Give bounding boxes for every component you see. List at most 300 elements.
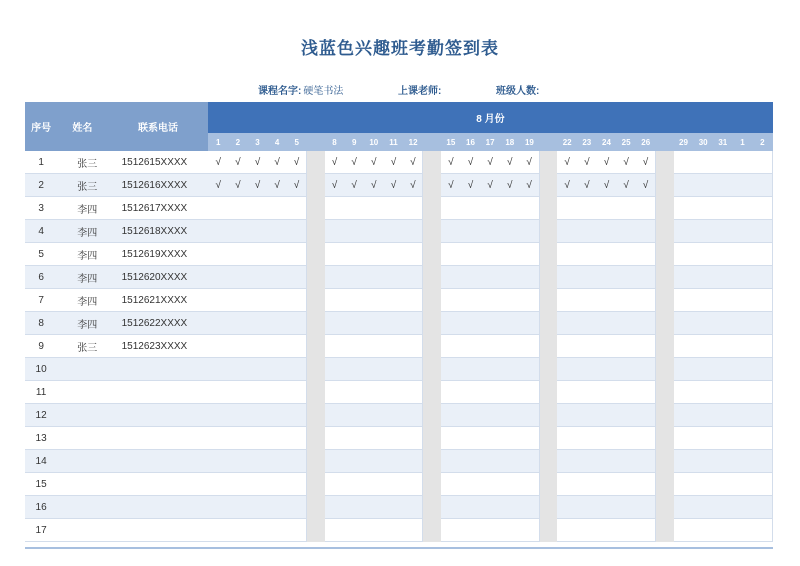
- attendance-cell[interactable]: [384, 473, 404, 496]
- attendance-cell[interactable]: [248, 289, 268, 312]
- attendance-cell[interactable]: [403, 266, 423, 289]
- attendance-cell[interactable]: [461, 335, 481, 358]
- attendance-cell[interactable]: √: [344, 174, 364, 197]
- attendance-cell[interactable]: [384, 289, 404, 312]
- attendance-cell[interactable]: [733, 289, 753, 312]
- student-name-cell[interactable]: [57, 220, 107, 243]
- attendance-cell[interactable]: [441, 427, 461, 450]
- attendance-cell[interactable]: [713, 243, 733, 266]
- attendance-cell[interactable]: [364, 335, 384, 358]
- phone-cell[interactable]: [108, 289, 209, 312]
- attendance-cell[interactable]: [228, 289, 248, 312]
- attendance-cell[interactable]: [752, 151, 772, 174]
- attendance-cell[interactable]: [636, 243, 656, 266]
- attendance-cell[interactable]: √: [441, 174, 461, 197]
- attendance-cell[interactable]: [674, 174, 694, 197]
- attendance-cell[interactable]: [597, 519, 617, 542]
- attendance-cell[interactable]: [500, 312, 520, 335]
- attendance-cell[interactable]: [441, 519, 461, 542]
- attendance-cell[interactable]: [577, 289, 597, 312]
- attendance-cell[interactable]: [520, 519, 540, 542]
- attendance-cell[interactable]: [500, 427, 520, 450]
- attendance-cell[interactable]: [480, 427, 500, 450]
- attendance-cell[interactable]: [364, 450, 384, 473]
- attendance-cell[interactable]: [267, 427, 287, 450]
- attendance-cell[interactable]: [364, 197, 384, 220]
- student-name-cell[interactable]: [57, 174, 107, 197]
- attendance-cell[interactable]: √: [248, 151, 268, 174]
- attendance-cell[interactable]: [693, 289, 713, 312]
- attendance-cell[interactable]: [520, 381, 540, 404]
- attendance-cell[interactable]: [693, 266, 713, 289]
- attendance-cell[interactable]: [287, 404, 307, 427]
- attendance-cell[interactable]: [344, 197, 364, 220]
- attendance-cell[interactable]: [636, 266, 656, 289]
- attendance-cell[interactable]: [733, 404, 753, 427]
- attendance-cell[interactable]: [674, 151, 694, 174]
- attendance-cell[interactable]: [597, 289, 617, 312]
- attendance-cell[interactable]: [364, 519, 384, 542]
- attendance-cell[interactable]: [480, 266, 500, 289]
- phone-cell[interactable]: [108, 381, 209, 404]
- attendance-cell[interactable]: [325, 335, 345, 358]
- attendance-cell[interactable]: √: [500, 151, 520, 174]
- attendance-cell[interactable]: [733, 243, 753, 266]
- attendance-cell[interactable]: [287, 289, 307, 312]
- attendance-cell[interactable]: [384, 427, 404, 450]
- attendance-cell[interactable]: [248, 197, 268, 220]
- attendance-cell[interactable]: [597, 335, 617, 358]
- attendance-cell[interactable]: [713, 473, 733, 496]
- attendance-cell[interactable]: [616, 220, 636, 243]
- attendance-cell[interactable]: [403, 450, 423, 473]
- attendance-cell[interactable]: [248, 381, 268, 404]
- attendance-cell[interactable]: [752, 243, 772, 266]
- student-name-cell[interactable]: [57, 427, 107, 450]
- attendance-cell[interactable]: [713, 358, 733, 381]
- attendance-cell[interactable]: [674, 450, 694, 473]
- attendance-cell[interactable]: [480, 197, 500, 220]
- attendance-cell[interactable]: [577, 381, 597, 404]
- attendance-cell[interactable]: √: [364, 174, 384, 197]
- attendance-cell[interactable]: [208, 427, 228, 450]
- student-name-cell[interactable]: [57, 404, 107, 427]
- attendance-cell[interactable]: √: [403, 151, 423, 174]
- attendance-cell[interactable]: [557, 450, 577, 473]
- attendance-cell[interactable]: [557, 473, 577, 496]
- attendance-cell[interactable]: [208, 266, 228, 289]
- attendance-cell[interactable]: [403, 404, 423, 427]
- phone-cell[interactable]: [108, 358, 209, 381]
- attendance-cell[interactable]: √: [461, 151, 481, 174]
- attendance-cell[interactable]: [733, 151, 753, 174]
- attendance-cell[interactable]: [344, 358, 364, 381]
- phone-cell[interactable]: [108, 450, 209, 473]
- attendance-cell[interactable]: [733, 381, 753, 404]
- attendance-cell[interactable]: [248, 427, 268, 450]
- attendance-cell[interactable]: [597, 496, 617, 519]
- attendance-cell[interactable]: [597, 197, 617, 220]
- attendance-cell[interactable]: [752, 519, 772, 542]
- attendance-cell[interactable]: [228, 243, 248, 266]
- attendance-cell[interactable]: [577, 496, 597, 519]
- attendance-cell[interactable]: [500, 266, 520, 289]
- attendance-cell[interactable]: [520, 220, 540, 243]
- attendance-cell[interactable]: [636, 335, 656, 358]
- attendance-cell[interactable]: [287, 243, 307, 266]
- attendance-cell[interactable]: [636, 358, 656, 381]
- attendance-cell[interactable]: [693, 450, 713, 473]
- attendance-cell[interactable]: √: [616, 151, 636, 174]
- attendance-cell[interactable]: [325, 243, 345, 266]
- attendance-cell[interactable]: [344, 473, 364, 496]
- attendance-cell[interactable]: √: [597, 151, 617, 174]
- attendance-cell[interactable]: √: [325, 151, 345, 174]
- attendance-cell[interactable]: [364, 358, 384, 381]
- attendance-cell[interactable]: [752, 174, 772, 197]
- attendance-cell[interactable]: [325, 450, 345, 473]
- attendance-cell[interactable]: [248, 220, 268, 243]
- attendance-cell[interactable]: [733, 335, 753, 358]
- attendance-cell[interactable]: √: [208, 151, 228, 174]
- attendance-cell[interactable]: [693, 174, 713, 197]
- attendance-cell[interactable]: [597, 220, 617, 243]
- attendance-cell[interactable]: √: [287, 151, 307, 174]
- attendance-cell[interactable]: √: [267, 174, 287, 197]
- attendance-cell[interactable]: [480, 358, 500, 381]
- attendance-cell[interactable]: [733, 174, 753, 197]
- attendance-cell[interactable]: [208, 289, 228, 312]
- attendance-cell[interactable]: √: [228, 174, 248, 197]
- attendance-cell[interactable]: √: [461, 174, 481, 197]
- attendance-cell[interactable]: √: [384, 174, 404, 197]
- attendance-cell[interactable]: [364, 266, 384, 289]
- phone-cell[interactable]: [108, 496, 209, 519]
- attendance-cell[interactable]: [344, 404, 364, 427]
- attendance-cell[interactable]: [248, 496, 268, 519]
- attendance-cell[interactable]: [520, 450, 540, 473]
- student-name-cell[interactable]: [57, 473, 107, 496]
- attendance-cell[interactable]: [713, 404, 733, 427]
- attendance-cell[interactable]: [344, 243, 364, 266]
- attendance-cell[interactable]: [441, 496, 461, 519]
- attendance-cell[interactable]: [713, 289, 733, 312]
- attendance-cell[interactable]: [713, 220, 733, 243]
- attendance-cell[interactable]: [752, 381, 772, 404]
- attendance-cell[interactable]: [520, 404, 540, 427]
- attendance-cell[interactable]: [228, 220, 248, 243]
- attendance-cell[interactable]: [364, 289, 384, 312]
- attendance-cell[interactable]: √: [364, 151, 384, 174]
- attendance-cell[interactable]: [674, 404, 694, 427]
- attendance-cell[interactable]: [500, 220, 520, 243]
- attendance-cell[interactable]: [500, 243, 520, 266]
- attendance-cell[interactable]: [520, 312, 540, 335]
- attendance-cell[interactable]: [616, 289, 636, 312]
- attendance-cell[interactable]: [403, 335, 423, 358]
- attendance-cell[interactable]: [577, 220, 597, 243]
- attendance-cell[interactable]: [441, 450, 461, 473]
- attendance-cell[interactable]: [674, 312, 694, 335]
- attendance-cell[interactable]: [500, 289, 520, 312]
- attendance-cell[interactable]: [636, 312, 656, 335]
- attendance-cell[interactable]: √: [267, 151, 287, 174]
- attendance-cell[interactable]: [461, 381, 481, 404]
- attendance-cell[interactable]: [752, 473, 772, 496]
- attendance-cell[interactable]: [577, 450, 597, 473]
- attendance-cell[interactable]: √: [344, 151, 364, 174]
- attendance-cell[interactable]: [384, 381, 404, 404]
- attendance-cell[interactable]: [674, 220, 694, 243]
- attendance-cell[interactable]: [616, 335, 636, 358]
- attendance-cell[interactable]: [267, 220, 287, 243]
- attendance-cell[interactable]: [480, 289, 500, 312]
- student-name-cell[interactable]: [57, 381, 107, 404]
- attendance-cell[interactable]: [693, 243, 713, 266]
- attendance-cell[interactable]: [287, 335, 307, 358]
- attendance-cell[interactable]: [228, 473, 248, 496]
- attendance-cell[interactable]: [208, 312, 228, 335]
- attendance-cell[interactable]: [733, 450, 753, 473]
- attendance-cell[interactable]: [248, 404, 268, 427]
- attendance-cell[interactable]: [713, 266, 733, 289]
- attendance-cell[interactable]: [693, 381, 713, 404]
- attendance-cell[interactable]: [616, 473, 636, 496]
- attendance-cell[interactable]: [480, 243, 500, 266]
- attendance-cell[interactable]: [208, 450, 228, 473]
- attendance-cell[interactable]: [616, 243, 636, 266]
- attendance-cell[interactable]: [674, 197, 694, 220]
- attendance-cell[interactable]: [325, 404, 345, 427]
- attendance-cell[interactable]: [228, 197, 248, 220]
- student-name-cell[interactable]: [57, 450, 107, 473]
- attendance-cell[interactable]: [364, 243, 384, 266]
- attendance-cell[interactable]: [228, 335, 248, 358]
- attendance-cell[interactable]: [577, 335, 597, 358]
- attendance-cell[interactable]: [616, 404, 636, 427]
- attendance-cell[interactable]: [636, 220, 656, 243]
- attendance-cell[interactable]: [384, 496, 404, 519]
- attendance-cell[interactable]: [461, 289, 481, 312]
- attendance-cell[interactable]: [480, 473, 500, 496]
- attendance-cell[interactable]: [557, 289, 577, 312]
- attendance-cell[interactable]: [267, 496, 287, 519]
- attendance-cell[interactable]: [287, 519, 307, 542]
- attendance-cell[interactable]: [713, 174, 733, 197]
- attendance-cell[interactable]: √: [500, 174, 520, 197]
- attendance-cell[interactable]: [208, 220, 228, 243]
- attendance-cell[interactable]: [325, 496, 345, 519]
- attendance-cell[interactable]: [267, 473, 287, 496]
- attendance-cell[interactable]: [344, 450, 364, 473]
- attendance-cell[interactable]: [364, 220, 384, 243]
- attendance-cell[interactable]: [228, 496, 248, 519]
- attendance-cell[interactable]: [248, 358, 268, 381]
- attendance-cell[interactable]: [520, 243, 540, 266]
- attendance-cell[interactable]: [364, 427, 384, 450]
- attendance-cell[interactable]: √: [557, 151, 577, 174]
- attendance-cell[interactable]: [597, 381, 617, 404]
- attendance-cell[interactable]: [208, 335, 228, 358]
- attendance-cell[interactable]: [577, 427, 597, 450]
- attendance-cell[interactable]: [344, 427, 364, 450]
- attendance-cell[interactable]: [287, 220, 307, 243]
- attendance-cell[interactable]: [325, 266, 345, 289]
- attendance-cell[interactable]: [597, 427, 617, 450]
- attendance-cell[interactable]: [733, 519, 753, 542]
- attendance-cell[interactable]: [461, 220, 481, 243]
- attendance-cell[interactable]: [616, 450, 636, 473]
- attendance-cell[interactable]: [616, 197, 636, 220]
- attendance-cell[interactable]: √: [520, 151, 540, 174]
- attendance-cell[interactable]: [557, 266, 577, 289]
- attendance-cell[interactable]: [384, 519, 404, 542]
- attendance-cell[interactable]: [403, 496, 423, 519]
- phone-cell[interactable]: [108, 266, 209, 289]
- attendance-cell[interactable]: [325, 427, 345, 450]
- attendance-cell[interactable]: [674, 519, 694, 542]
- attendance-cell[interactable]: [325, 358, 345, 381]
- attendance-cell[interactable]: [267, 335, 287, 358]
- attendance-cell[interactable]: [520, 289, 540, 312]
- attendance-cell[interactable]: [344, 289, 364, 312]
- phone-cell[interactable]: [108, 174, 209, 197]
- attendance-cell[interactable]: [364, 312, 384, 335]
- attendance-cell[interactable]: [403, 358, 423, 381]
- attendance-cell[interactable]: [713, 335, 733, 358]
- attendance-cell[interactable]: [597, 243, 617, 266]
- attendance-cell[interactable]: [557, 335, 577, 358]
- attendance-cell[interactable]: [733, 473, 753, 496]
- attendance-cell[interactable]: [384, 197, 404, 220]
- attendance-cell[interactable]: [752, 312, 772, 335]
- attendance-cell[interactable]: [616, 519, 636, 542]
- attendance-cell[interactable]: [287, 312, 307, 335]
- attendance-cell[interactable]: [480, 496, 500, 519]
- attendance-cell[interactable]: [461, 243, 481, 266]
- attendance-cell[interactable]: [384, 220, 404, 243]
- attendance-cell[interactable]: [480, 519, 500, 542]
- attendance-cell[interactable]: [441, 473, 461, 496]
- attendance-cell[interactable]: [287, 473, 307, 496]
- attendance-cell[interactable]: [344, 519, 364, 542]
- attendance-cell[interactable]: [500, 358, 520, 381]
- attendance-cell[interactable]: [636, 496, 656, 519]
- attendance-cell[interactable]: [713, 151, 733, 174]
- attendance-cell[interactable]: [461, 266, 481, 289]
- attendance-cell[interactable]: [344, 266, 364, 289]
- attendance-cell[interactable]: [287, 450, 307, 473]
- attendance-cell[interactable]: [267, 266, 287, 289]
- attendance-cell[interactable]: [557, 427, 577, 450]
- attendance-cell[interactable]: √: [597, 174, 617, 197]
- attendance-cell[interactable]: [597, 358, 617, 381]
- attendance-cell[interactable]: [520, 496, 540, 519]
- attendance-cell[interactable]: [557, 519, 577, 542]
- attendance-cell[interactable]: [557, 381, 577, 404]
- attendance-cell[interactable]: [693, 220, 713, 243]
- attendance-cell[interactable]: [287, 358, 307, 381]
- attendance-cell[interactable]: [557, 243, 577, 266]
- attendance-cell[interactable]: [248, 243, 268, 266]
- attendance-cell[interactable]: [403, 289, 423, 312]
- attendance-cell[interactable]: [500, 404, 520, 427]
- attendance-cell[interactable]: [344, 381, 364, 404]
- attendance-cell[interactable]: [403, 519, 423, 542]
- attendance-cell[interactable]: [674, 335, 694, 358]
- attendance-cell[interactable]: [597, 473, 617, 496]
- attendance-cell[interactable]: √: [248, 174, 268, 197]
- attendance-cell[interactable]: [325, 289, 345, 312]
- attendance-cell[interactable]: [287, 197, 307, 220]
- phone-cell[interactable]: [108, 197, 209, 220]
- attendance-cell[interactable]: [752, 450, 772, 473]
- attendance-cell[interactable]: [733, 496, 753, 519]
- student-name-cell[interactable]: [57, 197, 107, 220]
- attendance-cell[interactable]: [287, 427, 307, 450]
- attendance-cell[interactable]: [733, 312, 753, 335]
- attendance-cell[interactable]: [636, 197, 656, 220]
- attendance-cell[interactable]: [228, 519, 248, 542]
- attendance-cell[interactable]: [267, 450, 287, 473]
- attendance-cell[interactable]: [344, 496, 364, 519]
- attendance-cell[interactable]: [441, 381, 461, 404]
- attendance-cell[interactable]: [616, 381, 636, 404]
- attendance-cell[interactable]: √: [208, 174, 228, 197]
- attendance-cell[interactable]: [693, 473, 713, 496]
- attendance-cell[interactable]: [752, 404, 772, 427]
- student-name-cell[interactable]: [57, 266, 107, 289]
- phone-cell[interactable]: [108, 243, 209, 266]
- attendance-cell[interactable]: [208, 381, 228, 404]
- attendance-cell[interactable]: [713, 450, 733, 473]
- attendance-cell[interactable]: √: [441, 151, 461, 174]
- phone-cell[interactable]: [108, 220, 209, 243]
- attendance-cell[interactable]: [577, 312, 597, 335]
- attendance-cell[interactable]: [597, 312, 617, 335]
- attendance-cell[interactable]: [752, 289, 772, 312]
- attendance-cell[interactable]: [557, 404, 577, 427]
- attendance-cell[interactable]: [325, 197, 345, 220]
- attendance-cell[interactable]: [208, 243, 228, 266]
- attendance-cell[interactable]: √: [325, 174, 345, 197]
- attendance-cell[interactable]: [461, 404, 481, 427]
- attendance-cell[interactable]: [752, 335, 772, 358]
- student-name-cell[interactable]: [57, 496, 107, 519]
- attendance-cell[interactable]: [287, 266, 307, 289]
- attendance-cell[interactable]: [713, 496, 733, 519]
- attendance-cell[interactable]: [287, 381, 307, 404]
- attendance-cell[interactable]: √: [384, 151, 404, 174]
- attendance-cell[interactable]: [557, 220, 577, 243]
- attendance-cell[interactable]: [713, 381, 733, 404]
- attendance-cell[interactable]: [364, 381, 384, 404]
- attendance-cell[interactable]: [325, 220, 345, 243]
- attendance-cell[interactable]: [733, 358, 753, 381]
- attendance-cell[interactable]: √: [520, 174, 540, 197]
- attendance-cell[interactable]: [674, 427, 694, 450]
- phone-cell[interactable]: [108, 519, 209, 542]
- attendance-cell[interactable]: [403, 197, 423, 220]
- attendance-cell[interactable]: [384, 312, 404, 335]
- attendance-cell[interactable]: [228, 266, 248, 289]
- attendance-cell[interactable]: [344, 312, 364, 335]
- attendance-cell[interactable]: [384, 243, 404, 266]
- attendance-cell[interactable]: [597, 450, 617, 473]
- attendance-cell[interactable]: [597, 404, 617, 427]
- student-name-cell[interactable]: [57, 243, 107, 266]
- attendance-cell[interactable]: [441, 312, 461, 335]
